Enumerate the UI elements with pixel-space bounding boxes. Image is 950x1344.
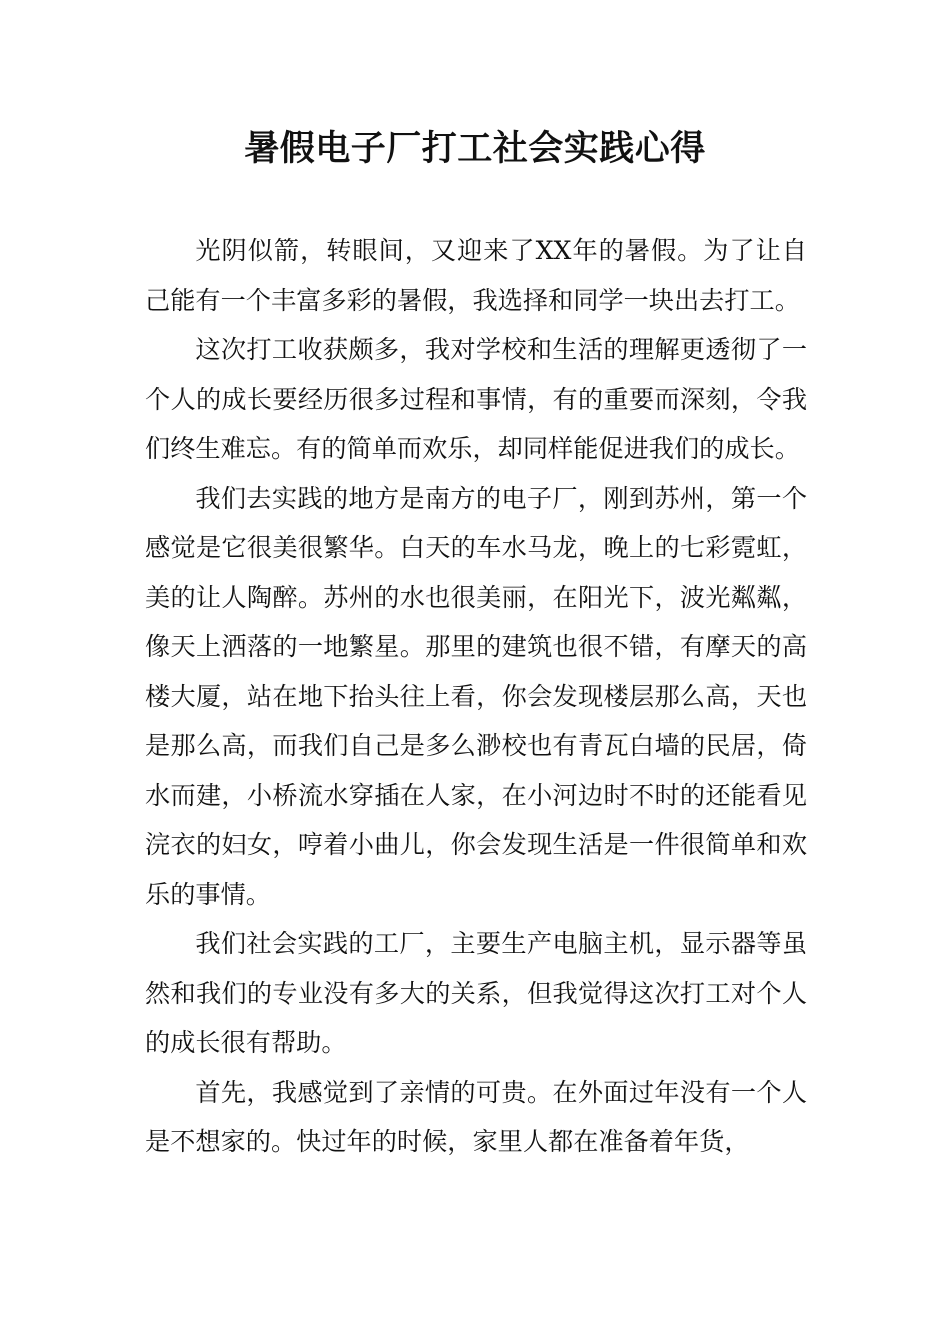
document-body xyxy=(145,226,807,1167)
paragraph-2: 这次打工收获颇多，我对学校和生活的理解更透彻了一个人的成长要经历很多过程和事情，有的重要而深刻，令我们终生难忘。有的简单而欢乐，却同样能促进我们的成长。 xyxy=(145,335,807,463)
document-title: 暑假电子厂打工社会实践心得 xyxy=(244,129,706,169)
paragraph-4: 我们社会实践的工厂，主要生产电脑主机，显示器等虽然和我们的专业没有多大的关系，但我觉得这次打工对个人的成长很有帮助。 xyxy=(145,929,807,1057)
paragraph-1: 光阴似箭，转眼间，又迎来了XX年的暑假。为了让自己能有一个丰富多彩的暑假，我选择和同学一块出去打工。 xyxy=(145,236,807,315)
paragraph-3: 我们去实践的地方是南方的电子厂，刚到苏州，第一个感觉是它很美很繁华。白天的车水马龙，晚上的七彩霓虹，美的让人陶醉。苏州的水也很美丽，在阳光下，波光粼粼，像天上洒落的一地繁星。那里的建筑也很不错，有摩天的高楼大厦，站在地下抬头往上看，你会发现楼层那么高，天也是那么高，而我们自己是多么渺校也有青瓦白墙的民居，倚水而建，小桥流水穿插在人家，在小河边时不时的还能看见浣衣的妇女，哼着小曲儿，你会发现生活是一件很简单和欢乐的事情。 xyxy=(145,483,807,909)
paragraph-5: 首先，我感觉到了亲情的可贵。在外面过年没有一个人是不想家的。快过年的时候，家里人都在准备着年货， xyxy=(145,1077,807,1156)
